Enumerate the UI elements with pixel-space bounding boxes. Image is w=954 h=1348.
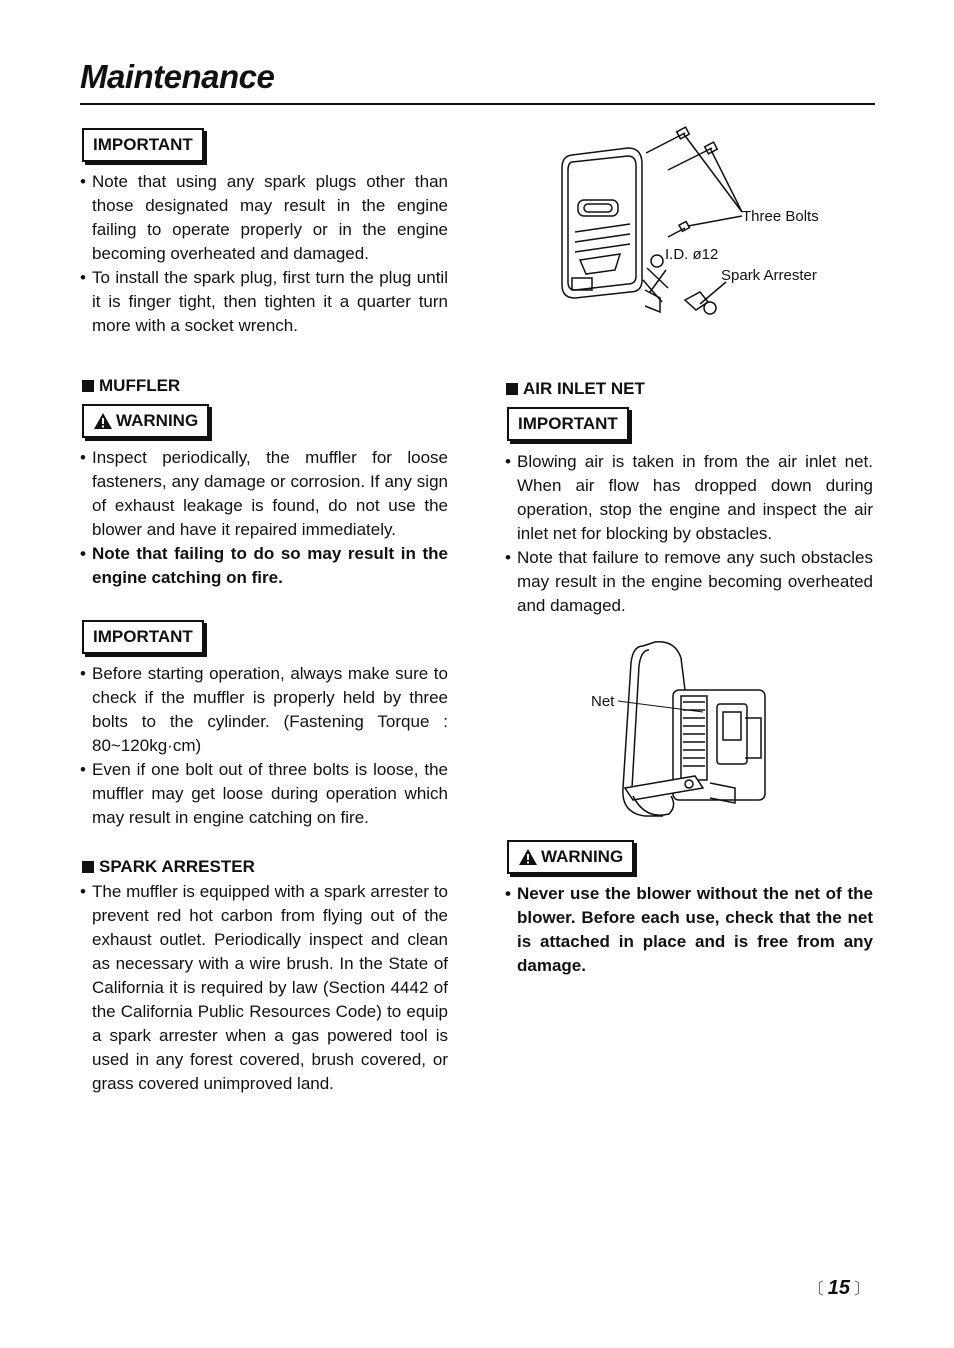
warning-triangle-icon [93,412,113,430]
square-bullet-icon [82,380,94,392]
muffler-warning-list [80,446,448,590]
list-item: • Inspect periodically, the muffler for loose fasteners, any damage or corrosion. If any sign of exhaust leakage is found, do not use the blower and have it repaired immediately. [80,446,448,542]
spark-arrester-list [80,880,448,1096]
muffler-heading-text: MUFFLER [99,376,181,395]
list-item: • Before starting operation, always make sure to check if the muffler is properly held by three bolts to the cylinder. (Fastening Torque : 80~120kg·cm) [80,662,448,758]
important-box-air-inlet [507,407,629,441]
page-number-text: 15 [827,1277,850,1299]
muffler-heading [82,376,180,396]
important-label: IMPORTANT [518,414,618,433]
spark-arrester-heading [82,857,255,877]
muffler-important-list [80,662,448,830]
three-bolts-label: Three Bolts [742,208,819,225]
important-box-spark-plug [82,128,204,162]
square-bullet-icon [506,383,518,395]
air-inlet-heading-text: AIR INLET NET [523,379,645,398]
spark-plug-list [80,170,448,338]
list-item: • Never use the blower without the net of the blower. Before each use, check that the net is attached in place and is free from any damage. [505,882,873,978]
muffler-figure [550,120,840,330]
air-inlet-heading [506,379,645,399]
title-rule [80,103,875,105]
important-label: IMPORTANT [93,135,193,154]
warning-box-muffler [82,404,209,438]
list-item: • To install the spark plug, first turn the plug until it is finger tight, then tighten it a quarter turn more with a socket wrench. [80,266,448,338]
page-title: Maintenance [80,58,275,95]
list-item: • Blowing air is taken in from the air inlet net. When air flow has dropped down during operation, stop the engine and inspect the air inlet net for blocking by obstacles. [505,450,873,546]
square-bullet-icon [82,861,94,873]
list-item: • Even if one bolt out of three bolts is loose, the muffler may get loose during operation which may result in engine catching on fire. [80,758,448,830]
air-inlet-warning-list [505,882,873,978]
id-label: I.D. ø12 [665,246,719,263]
list-item: • Note that failure to remove any such obstacles may result in the engine becoming overheated and damaged. [505,546,873,618]
warning-label: WARNING [541,847,624,866]
list-item: • The muffler is equipped with a spark arrester to prevent red hot carbon from flying out of the exhaust outlet. Periodically inspect and clean as necessary with a wire brush. In the State of California it is required by law (Section 4442 of the California Public Resources Code) to equip a spark arrester when a gas powered tool is used in any forest covered, brush covered, or grass covered unimproved land. [80,880,448,1096]
blower-figure [585,638,775,828]
air-inlet-important-list [505,450,873,618]
spark-arrester-label: Spark Arrester [721,267,817,284]
spark-arrester-heading-text: SPARK ARRESTER [99,857,255,876]
list-item: • Note that failing to do so may result in the engine catching on fire. [80,542,448,590]
important-label: IMPORTANT [93,627,193,646]
list-item: • Note that using any spark plugs other than those designated may result in the engine failing to operate properly or in the engine becoming overheated and damaged. [80,170,448,266]
warning-label: WARNING [116,411,199,430]
net-label: Net [591,693,615,710]
important-box-muffler [82,620,204,654]
bracket-left-icon: 〔 [807,1281,824,1298]
page-number [804,1276,874,1300]
warning-triangle-icon [518,848,538,866]
warning-box-air-inlet [507,840,634,874]
bracket-right-icon: 〕 [853,1281,870,1298]
